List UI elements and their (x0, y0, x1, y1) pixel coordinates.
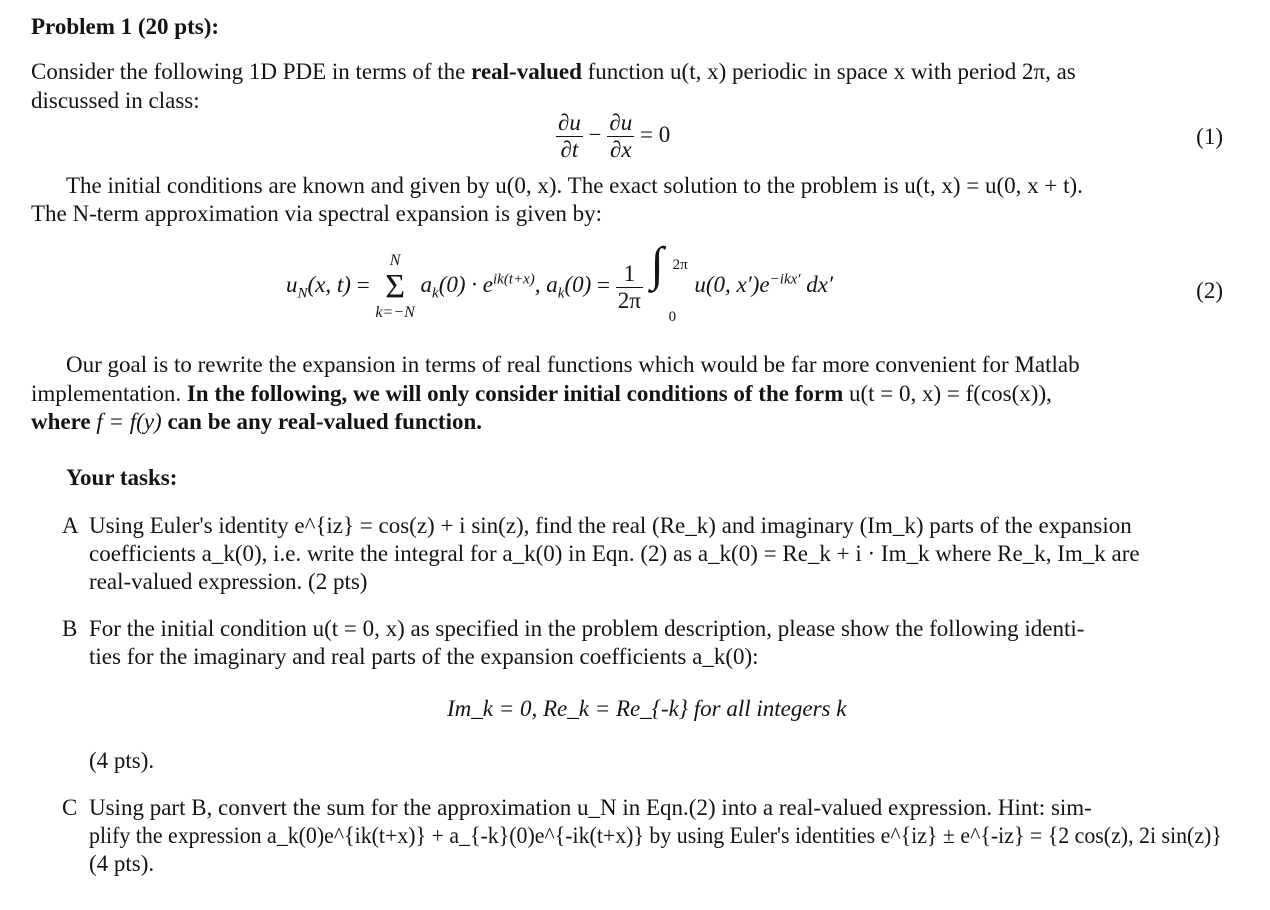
problem-title: Problem 1 (20 pts): (31, 14, 220, 39)
intro-line-2: discussed in class: (31, 88, 200, 113)
goal-line-1: Our goal is to rewrite the expansion in terms of real functions which would be far more convenient for Matlab (66, 352, 1080, 377)
task-b-equation: Im_k = 0, Re_k = Re_{-k} for all integers k (447, 696, 847, 721)
ic-line-1: The initial conditions are known and given by u(0, x). The exact solution to the problem is u(t, x) = u(0, x + t). (66, 173, 1083, 198)
task-a-line-1: Using Euler's identity e^{iz} = cos(z) + i sin(z), find the real (Re_k) and imaginary (Im_k) parts of the expansion (89, 513, 1132, 538)
task-c-line-1: Using part B, convert the sum for the approximation u_N in Eqn.(2) into a real-valued expression. Hint: sim- (89, 795, 1092, 820)
task-b-line-1: For the initial condition u(t = 0, x) as specified in the problem description, please show the following identi- (89, 616, 1085, 641)
equation-1-number: (1) (1196, 124, 1223, 149)
equation-2: $u_N(x$, t) = N Σ k=−N $a_k(0) \cdot e^{ik(t+x)}$, $a_k(0)$ = $\frac{1}{2\pi}$ ∫ 2π 0 u(0, $x')e^{-ikx'}$ dx′ (286, 238, 834, 325)
task-b-points: (4 pts). (89, 748, 155, 773)
task-a-line-3: real-valued expression. (2 pts) (89, 569, 368, 594)
tasks-heading: Your tasks: (66, 465, 178, 490)
task-c-line-3: (4 pts). (89, 851, 155, 876)
ic-line-2: The N-term approximation via spectral expansion is given by: (31, 201, 603, 226)
goal-line-3: where f = f(y) can be any real-valued function. (31, 409, 483, 434)
task-c-letter: C (62, 795, 78, 820)
equation-2-number: (2) (1196, 278, 1223, 303)
task-b-line-2: ties for the imaginary and real parts of the expansion coefficients a_k(0): (89, 644, 759, 669)
task-a-letter: A (62, 513, 79, 538)
task-b-letter: B (62, 616, 78, 641)
intro-line-1: Consider the following 1D PDE in terms of the real-valued function u(t, x) periodic in space x with period 2π, as (31, 59, 1076, 84)
task-c-line-2: plify the expression a_k(0)e^{ik(t+x)} + a_{-k}(0)e^{-ik(t+x)} by using Euler's identities e^{iz} ± e^{-iz} = {2 cos(z), 2i sin(z)} (89, 823, 1222, 848)
equation-1: $\frac{\partial u}{\partial t}$ − $\frac{\partial u}{\partial x}$ = 0 (558, 110, 671, 162)
goal-line-2: implementation. In the following, we will only consider initial conditions of the form u(t = 0, x) = f(cos(x)), (31, 381, 1052, 406)
task-a-line-2: coefficients a_k(0), i.e. write the integral for a_k(0) in Eqn. (2) as a_k(0) = Re_k + i · Im_k where Re_k, Im_k are (89, 541, 1140, 566)
